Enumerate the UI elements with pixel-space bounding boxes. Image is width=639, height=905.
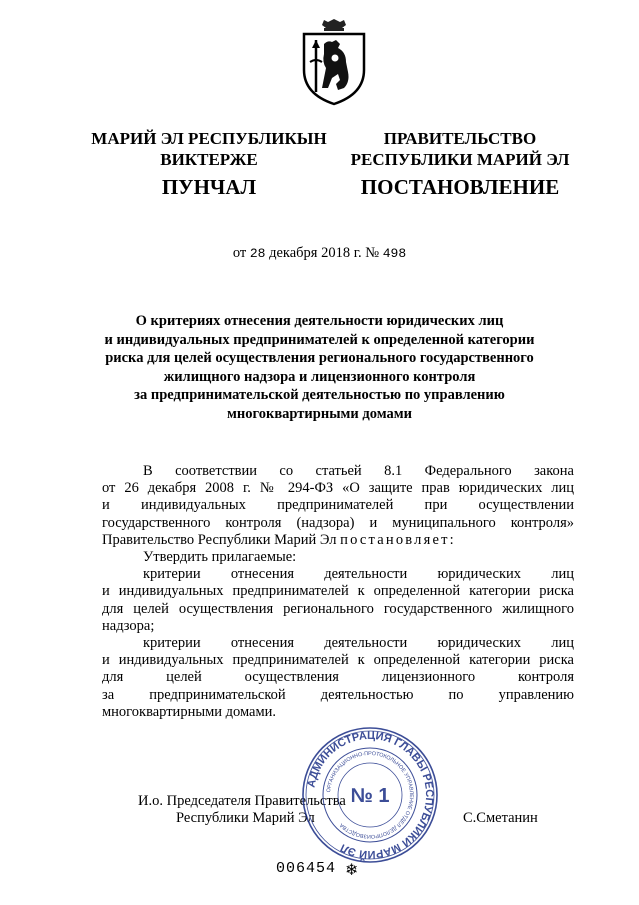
left-header-line2: ВИКТЕРЖЕ (160, 150, 258, 169)
date-month-year: декабря 2018 г. № (269, 245, 380, 261)
seal-center-number: № 1 (350, 785, 390, 807)
signature-position-line1: И.о. Председателя Правительства (138, 793, 346, 809)
body-line: критерии отнесения деятельности юридических лиц (143, 566, 574, 583)
body-line (102, 532, 574, 549)
body-line: критерии отнесения деятельности юридических лиц (143, 635, 574, 652)
seal-outer-text: АДМИНИСТРАЦИЯ ГЛАВЫ РЕСПУБЛИКИ МАРИЙ ЭЛ (305, 729, 436, 861)
right-header (345, 128, 575, 170)
body-line: Утвердить прилагаемые: (143, 549, 297, 566)
body-line: для целей осуществления регионального государственного жилищного (102, 600, 574, 617)
right-header-line2: РЕСПУБЛИКИ МАРИЙ ЭЛ (350, 150, 570, 169)
title-line: О критериях отнесения деятельности юридических лиц (135, 313, 504, 329)
body-line: от 26 декабря 2008 г. № 294-ФЗ «О защите прав юридических лиц (102, 480, 574, 497)
body-line: и индивидуальных предпринимателей к определенной категории риска (102, 652, 574, 669)
document-body (102, 463, 574, 721)
title-line: и индивидуальных предпринимателей к определенной категории (104, 331, 535, 348)
left-doc-type: ПУНЧАЛ (161, 175, 257, 199)
body-line: В соответствии со статьей 8.1 Федерального закона (143, 463, 574, 479)
body-line: государственного контроля (надзора) и муниципального контроля» (102, 514, 574, 531)
body-line: и индивидуальных предпринимателей к определенной категории риска (102, 583, 574, 600)
right-doc-type: ПОСТАНОВЛЕНИЕ (360, 175, 560, 199)
body-resolves: постановляет: (340, 531, 456, 548)
left-header (84, 128, 334, 170)
signature-position-line2: Республики Марий Эл (176, 810, 315, 826)
right-header-line1: ПРАВИТЕЛЬСТВО (383, 129, 537, 148)
body-line: многоквартирными домами. (102, 703, 277, 720)
date-line (0, 245, 639, 262)
body-line: для целей осуществления лицензионного контроля (102, 669, 574, 686)
seal-inner-text: ОРГАНИЗАЦИОННО-ПРОТОКОЛЬНОЕ УПРАВЛЕНИЕ ОТДЕЛ ДЕЛОПРОИЗВОДСТВА (326, 750, 415, 840)
body-line: и индивидуальных предпринимателей при осуществлении (102, 497, 574, 514)
coat-of-arms-icon (298, 18, 370, 106)
serial-number: 006454 (276, 860, 337, 877)
title-line: риска для целей осуществления регионального государственного (105, 350, 534, 366)
title-line: жилищного надзора и лицензионного контроля (163, 368, 476, 385)
document-number: 498 (382, 246, 407, 261)
left-header-line1: МАРИЙ ЭЛ РЕСПУБЛИКЫН (91, 129, 327, 148)
signature-name: С.Сметанин (463, 810, 538, 826)
document-title (70, 312, 569, 423)
body-government: Правительство Республики Марий Эл (102, 531, 337, 548)
title-line: многоквартирными домами (227, 405, 412, 422)
snowflake-icon: ❄ (345, 860, 359, 879)
date-prefix: от (232, 245, 247, 261)
official-seal (300, 725, 440, 865)
title-line: за предпринимательской деятельностью по управлению (134, 387, 505, 403)
body-line: за предпринимательской деятельностью по управлению (102, 686, 574, 703)
body-line: надзора; (102, 617, 155, 634)
date-day: 28 (249, 246, 266, 261)
